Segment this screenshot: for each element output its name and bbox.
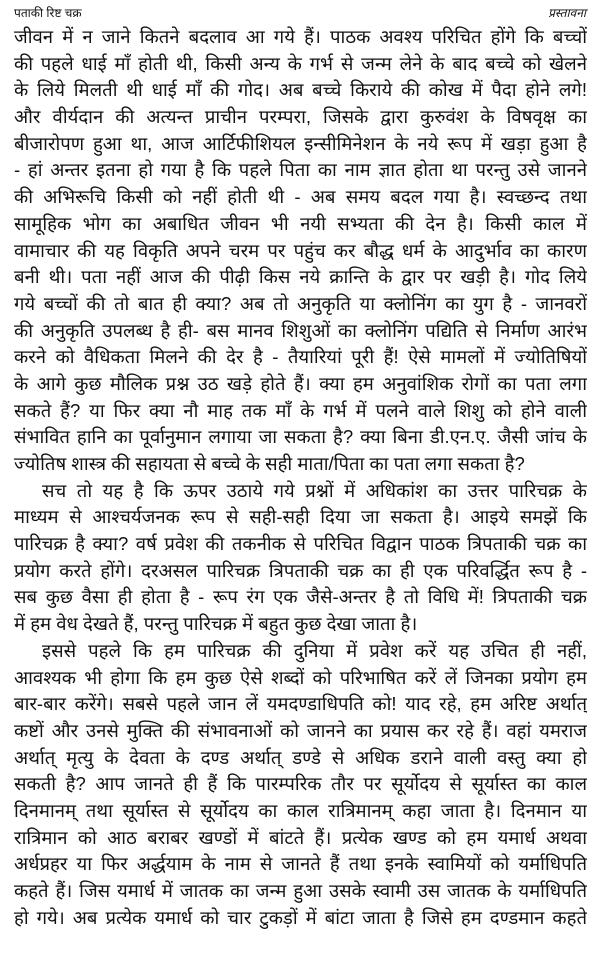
text-line: हो गये। अब प्रत्येक यमार्ध को चार टुकड़ों में बांटा जाता है जिसे हम दण्डमान कहते [14,906,587,928]
text-line: सकते हैं? या फिर क्या नौ माह तक माँ के गर्भ में पलने वाले शिशु को होने वाली [14,399,587,421]
text-line: सामूहिक भोग का अबाधित जीवन भी नयी सभ्यता की देन है। किसी काल में [14,212,587,234]
text-line: प्रयोग करते होंगे। दरअसल पारिचक्र त्रिपताकी चक्र का ही एक परिवर्द्धित रूप है - [14,559,587,581]
text-line: के लिये मिलती थी धाई माँ की गोद। अब बच्चे किराये की कोख में पैदा होने लगे! [14,79,587,101]
book-title: पताकी रिष्ट चक्र [14,6,82,20]
text-line: रात्रिमान को आठ बराबर खण्डों में बांटते हैं। प्रत्येक खण्ड को हम यमार्ध अथवा [14,826,587,848]
paragraph [14,638,587,932]
text-line: की अभिरूचि किसी को नहीं होती थी - अब समय बदल गया है। स्वच्छन्द तथा [14,186,587,208]
text-line: सच तो यह है कि ऊपर उठाये गये प्रश्नों में अधिकांश का उत्तर पारिचक्र के [42,479,587,501]
text-line: की पहले धाई माँ होती थी, किसी अन्य के गर्भ से जन्म लेने के बाद बच्चे को खेलने [14,52,587,74]
text-line: ज्योतिष शास्त्र की सहायता से बच्चे के सही माता/पिता का पता लगा सकता है? [14,453,525,474]
text-line: करने को वैधिकता मिलने की देर है - तैयारियां पूरी हैं! ऐसे मामलों में ज्योतिषियों [14,346,587,368]
text-line: कहते हैं। जिस यमार्ध में जातक का जन्म हुआ उसके स्वामी उस जातक के यर्माधिपति [14,880,587,901]
chapter-title: प्रस्तावना [548,6,586,20]
text-line: सब कुछ वैसा ही होता है - रूप रंग एक जैसे-अन्तर है तो विधि में! त्रिपताकी चक्र [14,586,587,608]
text-line: बनी थी। पता नहीं आज की पीढ़ी किस नये क्रान्ति के द्वार पर खड़ी है। गोद लिये [14,266,587,288]
text-line: माध्यम से आश्चर्यजनक रूप से सही-सही दिया जा सकता है। आइये समझें कि [14,506,587,528]
text-line: संभावित हानि का पूर्वानुमान लगाया जा सकता है? क्या बिना डी.एन.ए. जैसी जांच के [14,426,587,448]
paragraph [14,24,587,478]
text-line: दिनमानम् तथा सूर्यास्त से सूर्योदय का काल रात्रिमानम् कहा जाता है। दिनमान या [14,799,587,821]
text-line: बीजारोपण हुआ था, आज आर्टिफीशियल इन्सीमिनेशन के नये रूप में खड़ा हुआ है [14,132,587,154]
text-line: वामाचार की यह विकृति अपने चरम पर पहुंच कर बौद्ध धर्म के आदुर्भाव का कारण [14,239,587,261]
text-line: पारिचक्र है क्या? वर्ष प्रवेश की तकनीक से परिचित विद्वान पाठक त्रिपताकी चक्र का [14,533,587,555]
page-body [14,24,587,931]
paragraph [14,478,587,638]
text-line: - हां अन्तर इतना हो गया है कि पहले पिता का नाम ज्ञात होता था परन्तु उसे जानने [14,159,587,181]
text-line: कष्टों और उनसे मुक्ति की संभावनाओं को जानने का प्रयास कर रहे हैं। वहां यमराज [14,719,587,741]
text-line: जीवन में न जाने कितने बदलाव आ गये हैं। पाठक अवश्य परिचित होंगे कि बच्चों [14,26,587,47]
text-line: गये बच्चों की तो बात ही क्या? अब तो अनुकृति या क्लोनिंग का युग है - जानवरों [14,292,587,314]
text-line: में हम वेध देखते हैं, परन्तु पारिचक्र में बहुत कुछ देखा जाता है। [14,613,418,635]
text-line: अर्थात् मृत्यु के देवता के दण्ड अर्थात् डण्डे से अधिक डराने वाली वस्तु क्या हो [14,746,587,768]
text-line: इससे पहले कि हम पारिचक्र की दुनिया में प्रवेश करें यह उचित ही नहीं, [42,639,587,661]
text-line: की अनुकृति उपलब्ध है ही- बस मानव शिशुओं का क्लोनिंग पद्यिति से निर्माण आरंभ [14,319,587,341]
text-line: के आगे कुछ मौलिक प्रश्न उठ खड़े होते हैं। क्या हम अनुवांशिक रोगों का पता लगा [14,372,587,394]
text-line: आवश्यक भी होगा कि हम कुछ ऐसे शब्दों को परिभाषित करें लें जिनका प्रयोग हम [14,666,587,688]
text-line: बार-बार करेंगे। सबसे पहले जान लें यमदण्डाधिपति को! याद रहे, हम अरिष्ट अर्थात् [14,693,587,715]
text-line: अर्धप्रहर या फिर अर्द्धयाम के नाम से जानते हैं तथा इनके स्वामियों को यर्माधिपति [14,853,587,875]
text-line: और वीर्यदान की अत्यन्त प्राचीन परम्परा, जिसके द्वारा कुरुवंश के विषवृक्ष का [14,106,587,128]
page-header [14,4,586,22]
text-line: सकती है? आप जानते ही हैं कि पारम्परिक तौर पर सूर्योदय से सूर्यास्त का काल [14,773,587,795]
